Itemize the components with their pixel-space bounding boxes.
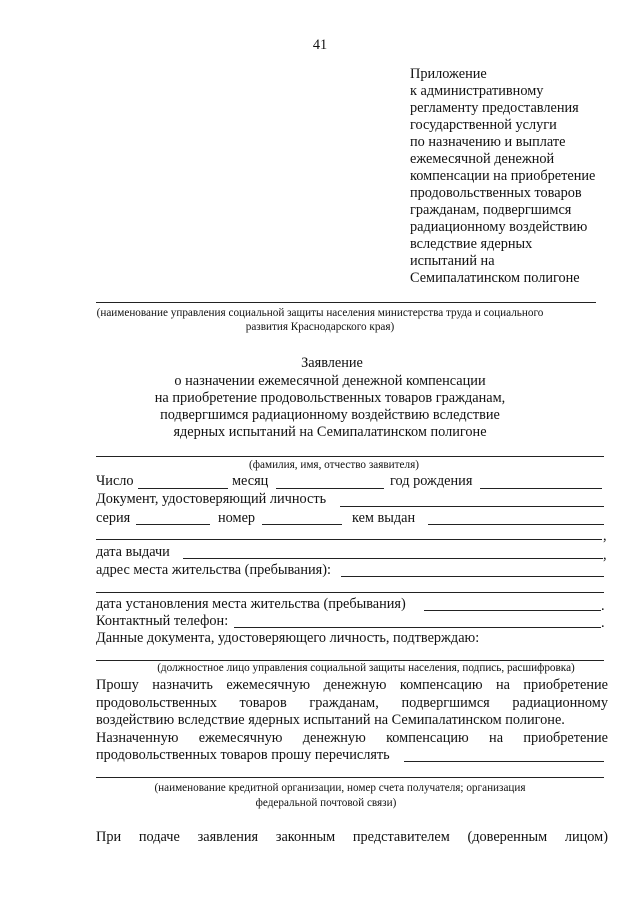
title-line: о назначении ежемесячной денежной компенсации xyxy=(174,373,486,389)
transfer-continuation-line[interactable] xyxy=(96,777,604,778)
appendix-line: к административному xyxy=(410,83,544,99)
transfer-line: продовольственных товаров прошу перечислять xyxy=(96,747,390,763)
appendix-line: вследствие ядерных xyxy=(410,236,533,252)
org-caption-line: федеральной почтовой связи) xyxy=(255,797,397,809)
phone-label: Контактный телефон: xyxy=(96,613,229,629)
month-label: месяц xyxy=(232,473,269,489)
appendix-line: Приложение xyxy=(410,66,487,82)
official-signature-line[interactable] xyxy=(96,660,604,661)
appendix-line: испытаний на xyxy=(410,253,495,269)
authority-caption-line: развития Краснодарского края) xyxy=(245,321,395,333)
title-line: подвергшимся радиационному воздействию вследствие xyxy=(160,407,500,423)
official-caption: (должностное лицо управления социальной защиты населения, подпись, расшифровка) xyxy=(157,662,575,674)
title-line: на приобретение продовольственных товаров гражданам, xyxy=(154,390,506,406)
address-label: адрес места жительства (пребывания): xyxy=(96,562,331,578)
phone-field[interactable] xyxy=(234,627,601,628)
applicant-name-line[interactable] xyxy=(96,456,604,457)
address-continuation-line[interactable] xyxy=(96,592,604,593)
appendix-line: продовольственных товаров xyxy=(410,185,582,201)
representative-line: При подаче заявления законным представителем (доверенным лицом) xyxy=(96,829,608,845)
appendix-line: по назначению и выплате xyxy=(410,134,566,150)
period-mark: . xyxy=(601,598,605,614)
appendix-line: гражданам, подвергшимся xyxy=(410,202,572,218)
number-field[interactable] xyxy=(262,524,342,525)
comma-mark: , xyxy=(603,547,607,563)
appendix-line: государственной услуги xyxy=(410,117,557,133)
transfer-field[interactable] xyxy=(404,761,604,762)
number-label: номер xyxy=(218,510,256,526)
request-line: воздействию вследствие ядерных испытаний на Семипалатинском полигоне. xyxy=(96,712,565,728)
address-field[interactable] xyxy=(341,576,604,577)
request-line: продовольственных товаров гражданам, подвергшимся радиационному xyxy=(96,695,608,711)
issued-by-continuation-line[interactable] xyxy=(96,539,602,540)
month-field[interactable] xyxy=(276,488,384,489)
org-caption-line: (наименование кредитной организации, номер счета получателя; организация xyxy=(154,782,526,794)
request-line: Прошу назначить ежемесячную денежную компенсацию на приобретение xyxy=(96,677,608,693)
appendix-block xyxy=(410,66,595,287)
appendix-line: ежемесячной денежной xyxy=(410,151,555,167)
appendix-line: компенсации на приобретение xyxy=(410,168,596,184)
birth-year-label: год рождения xyxy=(390,473,473,489)
issued-by-label: кем выдан xyxy=(352,510,416,526)
page-number: 41 xyxy=(312,37,328,53)
issue-date-label: дата выдачи xyxy=(96,544,170,560)
issue-date-field[interactable] xyxy=(183,558,603,559)
birth-year-field[interactable] xyxy=(480,488,602,489)
appendix-line: радиационному воздействию xyxy=(410,219,588,235)
issued-by-field[interactable] xyxy=(428,524,604,525)
document-title: Заявление xyxy=(301,355,363,371)
title-line: ядерных испытаний на Семипалатинском полигоне xyxy=(173,424,487,440)
appendix-line: регламенту предоставления xyxy=(410,100,579,116)
authority-caption-line: (наименование управления социальной защиты населения министерства труда и социального xyxy=(96,307,544,319)
day-field[interactable] xyxy=(138,488,228,489)
id-document-label: Документ, удостоверяющий личность xyxy=(96,491,327,507)
series-field[interactable] xyxy=(136,524,210,525)
id-document-field[interactable] xyxy=(340,506,604,507)
confirm-label: Данные документа, удостоверяющего личность, подтверждаю: xyxy=(96,630,480,646)
authority-name-line[interactable] xyxy=(96,302,596,303)
applicant-caption: (фамилия, имя, отчество заявителя) xyxy=(249,459,419,471)
series-label: серия xyxy=(96,510,131,526)
address-date-field[interactable] xyxy=(424,610,601,611)
appendix-line: Семипалатинском полигоне xyxy=(410,270,580,286)
transfer-line: Назначенную ежемесячную денежную компенсацию на приобретение xyxy=(96,730,608,746)
comma-mark: , xyxy=(603,528,607,544)
day-label: Число xyxy=(96,473,134,489)
period-mark: . xyxy=(601,615,605,631)
address-date-label: дата установления места жительства (пребывания) xyxy=(96,596,406,612)
